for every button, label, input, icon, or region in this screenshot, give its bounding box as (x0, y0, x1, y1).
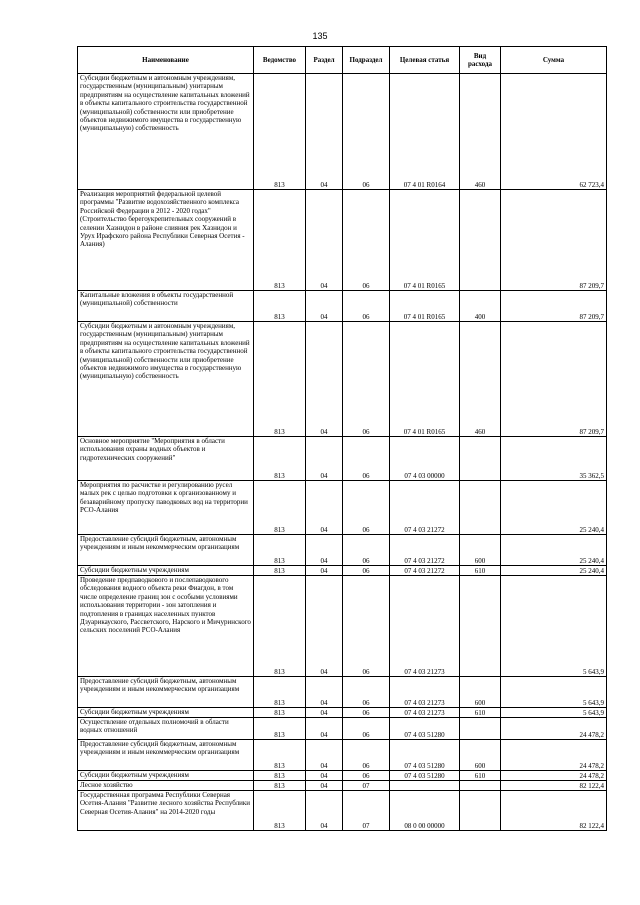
header-target: Целевая статья (390, 47, 460, 74)
row-ministry: 813 (254, 677, 306, 708)
table-row (78, 566, 607, 576)
row-section: 04 (306, 740, 343, 771)
row-target: 07 4 03 21272 (390, 481, 460, 535)
header-expense-type: Вид расхода (460, 47, 501, 74)
row-subsection: 06 (343, 677, 390, 708)
row-name: Капитальные вложения в объекты государственной (муниципальной) собственности (78, 291, 254, 322)
row-amount: 25 240,4 (501, 535, 607, 566)
row-target (390, 781, 460, 791)
row-amount: 25 240,4 (501, 566, 607, 576)
row-name: Субсидии бюджетным и автономным учреждениям, государственным (муниципальным) унитарным предприятиям на осуществление капитальных вложений в объекты капитального строительства государственной (муниципальной) собственности или приобретение объектов недвижимого имущества в государственную (муниципальную) собственность (78, 74, 254, 190)
row-section: 04 (306, 291, 343, 322)
row-ministry: 813 (254, 481, 306, 535)
table-row (78, 781, 607, 791)
row-section: 04 (306, 322, 343, 437)
row-ministry: 813 (254, 740, 306, 771)
row-name: Осуществление отдельных полномочий в области водных отношений (78, 718, 254, 740)
row-subsection: 06 (343, 740, 390, 771)
row-amount: 5 643,9 (501, 677, 607, 708)
row-subsection: 06 (343, 190, 390, 291)
row-name: Государственная программа Республики Северная Осетия-Алания "Развитие лесного хозяйства Республики Северная Осетия-Алания" на 2014-2020 годы (78, 791, 254, 831)
row-subsection: 06 (343, 74, 390, 190)
row-expense-type: 460 (460, 322, 501, 437)
row-section: 04 (306, 437, 343, 481)
row-ministry: 813 (254, 576, 306, 677)
row-expense-type (460, 190, 501, 291)
row-expense-type: 610 (460, 566, 501, 576)
row-subsection: 06 (343, 535, 390, 566)
row-target: 07 4 03 00000 (390, 437, 460, 481)
row-expense-type: 600 (460, 677, 501, 708)
row-section: 04 (306, 771, 343, 781)
row-subsection: 06 (343, 566, 390, 576)
row-expense-type: 610 (460, 771, 501, 781)
row-name: Субсидии бюджетным и автономным учреждениям, государственным (муниципальным) унитарным предприятиям на осуществление капитальных вложений в объекты капитального строительства государственной (муниципальной) собственности или приобретение объектов недвижимого имущества в государственную (муниципальную) собственность (78, 322, 254, 437)
row-name: Мероприятия по расчистке и регулированию русел малых рек с целью подготовки к организованному и безаварийному пропуску паводковых вод на территории РСО-Алания (78, 481, 254, 535)
row-expense-type: 600 (460, 740, 501, 771)
row-ministry: 813 (254, 781, 306, 791)
row-name: Предоставление субсидий бюджетным, автономным учреждениям и иным некоммерческим организациям (78, 677, 254, 708)
row-section: 04 (306, 677, 343, 708)
table-row (78, 481, 607, 535)
row-amount: 24 478,2 (501, 718, 607, 740)
row-amount: 5 643,9 (501, 576, 607, 677)
row-section: 04 (306, 781, 343, 791)
row-amount: 5 643,9 (501, 708, 607, 718)
row-subsection: 06 (343, 718, 390, 740)
row-amount: 87 209,7 (501, 291, 607, 322)
row-amount: 62 723,4 (501, 74, 607, 190)
row-amount: 25 240,4 (501, 481, 607, 535)
table-row (78, 535, 607, 566)
row-target: 07 4 03 21273 (390, 677, 460, 708)
row-name: Лесное хозяйство (78, 781, 254, 791)
row-name: Субсидии бюджетным учреждениям (78, 566, 254, 576)
row-section: 04 (306, 535, 343, 566)
table-row (78, 771, 607, 781)
header-amount: Сумма (501, 47, 607, 74)
row-ministry: 813 (254, 791, 306, 831)
row-expense-type: 610 (460, 708, 501, 718)
row-target: 08 0 00 00000 (390, 791, 460, 831)
row-target: 07 4 01 R0164 (390, 74, 460, 190)
row-expense-type: 400 (460, 291, 501, 322)
row-expense-type (460, 791, 501, 831)
row-subsection: 06 (343, 437, 390, 481)
row-amount: 87 209,7 (501, 190, 607, 291)
row-expense-type (460, 437, 501, 481)
row-target: 07 4 03 21272 (390, 535, 460, 566)
row-target: 07 4 01 R0165 (390, 291, 460, 322)
row-subsection: 06 (343, 322, 390, 437)
row-subsection: 07 (343, 781, 390, 791)
table-row (78, 576, 607, 677)
header-subsection: Подраздел (343, 47, 390, 74)
row-subsection: 06 (343, 708, 390, 718)
row-expense-type: 460 (460, 74, 501, 190)
row-name: Проведение предпаводкового и послепаводкового обследования водного объекта реки Фиагдон, в том числе определение границ зон с особыми условиями использования территории - зон затопления и подтопления в границах населенных пунктов Дзуарикауского, Рассветского, Нарского и Мичуринского сельских поселений РСО-Алания (78, 576, 254, 677)
row-name: Субсидии бюджетным учреждениям (78, 708, 254, 718)
row-subsection: 06 (343, 576, 390, 677)
row-subsection: 07 (343, 791, 390, 831)
header-name: Наименование (78, 47, 254, 74)
row-ministry: 813 (254, 437, 306, 481)
row-name: Предоставление субсидий бюджетным, автономным учреждениям и иным некоммерческим организациям (78, 535, 254, 566)
row-target: 07 4 03 21273 (390, 708, 460, 718)
row-ministry: 813 (254, 566, 306, 576)
row-section: 04 (306, 576, 343, 677)
row-expense-type (460, 481, 501, 535)
row-target: 07 4 03 51280 (390, 771, 460, 781)
row-ministry: 813 (254, 190, 306, 291)
row-section: 04 (306, 566, 343, 576)
header-ministry: Ведомство (254, 47, 306, 74)
row-target: 07 4 03 51280 (390, 740, 460, 771)
row-section: 04 (306, 708, 343, 718)
row-expense-type (460, 576, 501, 677)
table-row (78, 74, 607, 190)
row-amount: 24 478,2 (501, 771, 607, 781)
row-target: 07 4 03 51280 (390, 718, 460, 740)
row-subsection: 06 (343, 291, 390, 322)
table-row (78, 190, 607, 291)
table-row (78, 677, 607, 708)
row-section: 04 (306, 481, 343, 535)
row-section: 04 (306, 190, 343, 291)
row-ministry: 813 (254, 535, 306, 566)
row-expense-type: 600 (460, 535, 501, 566)
row-target: 07 4 03 21272 (390, 566, 460, 576)
row-ministry: 813 (254, 708, 306, 718)
budget-table (77, 46, 607, 831)
row-name: Предоставление субсидий бюджетным, автономным учреждениям и иным некоммерческим организациям (78, 740, 254, 771)
row-target: 07 4 03 21273 (390, 576, 460, 677)
table-row (78, 791, 607, 831)
row-amount: 87 209,7 (501, 322, 607, 437)
table-header-row (78, 47, 607, 74)
row-ministry: 813 (254, 322, 306, 437)
table-row (78, 708, 607, 718)
table-row (78, 291, 607, 322)
row-target: 07 4 01 R0165 (390, 322, 460, 437)
row-expense-type (460, 781, 501, 791)
row-target: 07 4 01 R0165 (390, 190, 460, 291)
row-name: Основное мероприятие "Мероприятия в области использования охраны водных объектов и гидротехнических сооружений" (78, 437, 254, 481)
row-expense-type (460, 718, 501, 740)
row-subsection: 06 (343, 481, 390, 535)
page-number: 135 (312, 31, 328, 41)
row-ministry: 813 (254, 771, 306, 781)
table-row (78, 322, 607, 437)
row-section: 04 (306, 74, 343, 190)
row-amount: 82 122,4 (501, 791, 607, 831)
row-subsection: 06 (343, 771, 390, 781)
row-ministry: 813 (254, 291, 306, 322)
row-section: 04 (306, 791, 343, 831)
table-row (78, 740, 607, 771)
row-amount: 35 362,5 (501, 437, 607, 481)
table-row (78, 718, 607, 740)
row-ministry: 813 (254, 718, 306, 740)
row-name: Реализация мероприятий федеральной целевой программы "Развитие водохозяйственного комплекса Российской Федерации в 2012 - 2020 годах" (Строительство берегоукрепительных сооружений в селении Хазнидон в районе слияния рек Хазнидон и Урух Ирафского района Республики Северная Осетия - Алания) (78, 190, 254, 291)
row-ministry: 813 (254, 74, 306, 190)
row-section: 04 (306, 718, 343, 740)
row-amount: 82 122,4 (501, 781, 607, 791)
row-name: Субсидии бюджетным учреждениям (78, 771, 254, 781)
row-amount: 24 478,2 (501, 740, 607, 771)
header-section: Раздел (306, 47, 343, 74)
table-row (78, 437, 607, 481)
